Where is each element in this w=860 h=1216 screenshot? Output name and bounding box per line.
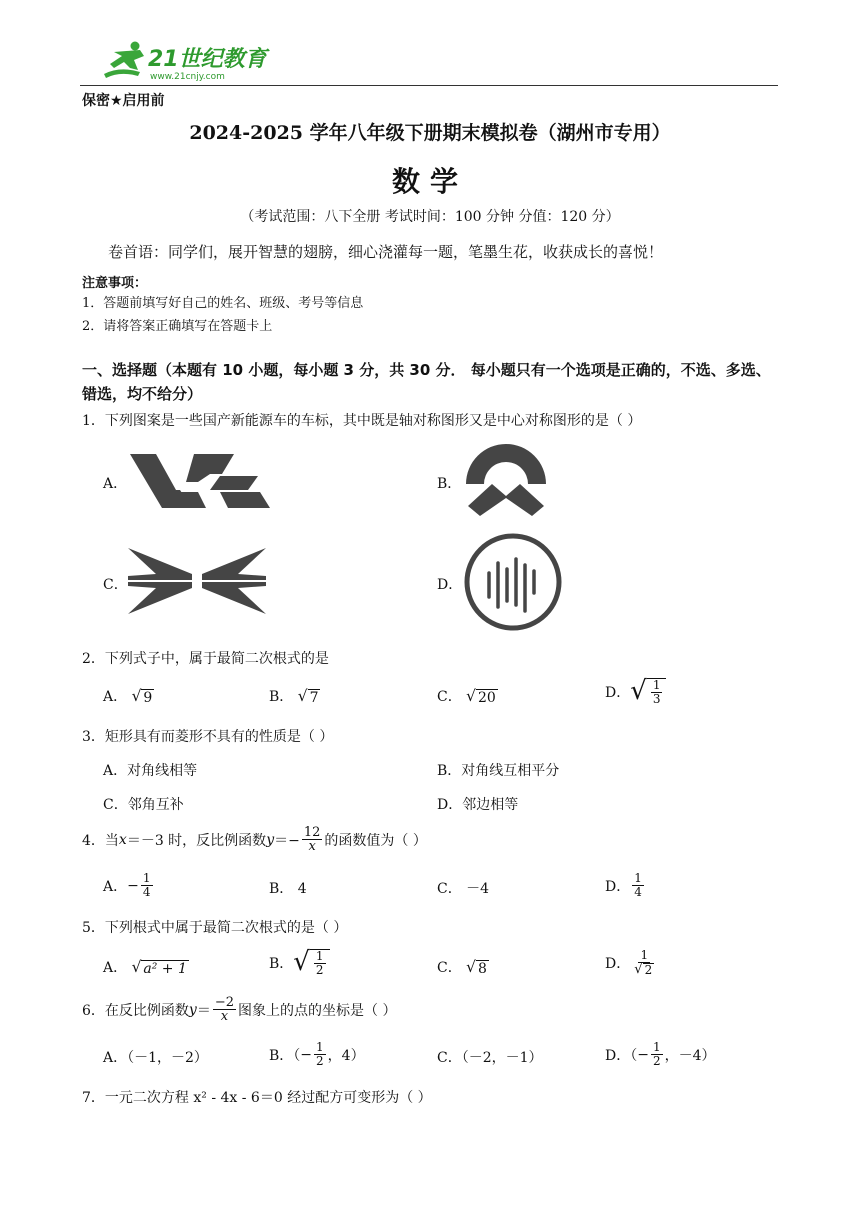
q5-c-label: C． xyxy=(437,960,462,976)
q6-var-y: y xyxy=(188,1001,197,1018)
q6-option-c[interactable]: C．（－2，－1） xyxy=(437,1050,543,1066)
car-logo-a-icon xyxy=(128,452,273,510)
q4-option-b[interactable] xyxy=(269,878,307,898)
radical-sign: √ 8 xyxy=(466,958,487,977)
q5-a-label: A． xyxy=(103,960,128,976)
radical-sign: √ 7 xyxy=(297,687,319,706)
question-6-stem xyxy=(82,996,396,1023)
question-2-stem: 2．下列式子中，属于最简二次根式的是 xyxy=(82,651,329,667)
q6-stem-a: 6．在反比例函数 xyxy=(82,1002,189,1019)
q1-option-a-label: A． xyxy=(103,476,128,492)
q4-frac-den: x xyxy=(308,839,316,854)
exam-title: 2024-2025 学年八年级下册期末模拟卷（湖州市专用） xyxy=(189,122,671,144)
q4-b-label: B． xyxy=(269,881,294,897)
q6-option-b[interactable] xyxy=(269,1041,365,1068)
q4-eq1: ＝－3 时，反比例函数 xyxy=(126,832,267,849)
q2-c-label: C． xyxy=(437,689,462,705)
q3-option-d[interactable]: D．邻边相等 xyxy=(437,797,519,813)
radical-sign: √ 9 xyxy=(131,687,153,706)
notes-title: 注意事项： xyxy=(82,276,148,291)
q5-option-c[interactable] xyxy=(437,957,489,977)
q6-d-den: 2 xyxy=(652,1054,661,1068)
q6-b-den: 2 xyxy=(316,1054,324,1068)
secret-label: 保密★启用前 xyxy=(82,93,165,109)
exam-scope: （考试范围：八下全册 考试时间：100 分钟 分值：120 分） xyxy=(240,209,620,225)
note-item-1: 1．答题前填写好自己的姓名、班级、考号等信息 xyxy=(82,296,364,311)
q6-option-a[interactable]: A．（－1，－2） xyxy=(103,1050,208,1066)
q4-a-label: A． xyxy=(103,878,128,895)
q3-option-b[interactable]: B．对角线互相平分 xyxy=(437,763,560,779)
note-item-2: 2．请将答案正确填写在答题卡上 xyxy=(82,319,273,334)
q3-option-c[interactable]: C．邻角互补 xyxy=(103,797,184,813)
q5-a-radicand: a² + 1 xyxy=(143,961,187,977)
q6-stem-b: 图象上的点的坐标是（ ） xyxy=(238,1002,397,1019)
q6-b-sign: − xyxy=(300,1046,313,1063)
q2-option-d[interactable] xyxy=(605,678,666,706)
q5-d-den-radicand: 2 xyxy=(644,963,653,977)
q4-b-value: 4 xyxy=(297,881,307,897)
radical-sign: √ 2 xyxy=(634,962,653,977)
motto: 卷首语：同学们，展开智慧的翅膀，细心浇灌每一题，笔墨生花，收获成长的喜悦！ xyxy=(108,243,664,261)
logo-url: www.21cnjy.com xyxy=(150,72,225,82)
q6-b-num: 1 xyxy=(316,1040,324,1054)
car-logo-c-icon xyxy=(126,546,268,616)
q5-b-num: 1 xyxy=(315,949,324,963)
q6-frac-den: x xyxy=(220,1009,229,1024)
q6-option-d[interactable] xyxy=(605,1041,716,1068)
q5-b-label: B． xyxy=(269,956,294,972)
q4-a-num: 1 xyxy=(142,871,151,885)
q4-var-x: x xyxy=(118,831,127,848)
q4-eq2: ＝− xyxy=(274,832,300,849)
header-rule xyxy=(80,85,778,86)
q6-frac-num: −2 xyxy=(214,995,235,1010)
car-logo-b-icon xyxy=(462,440,550,524)
q4-var-y: y xyxy=(266,831,275,848)
q4-d-num: 1 xyxy=(634,871,642,885)
q4-a-sign: − xyxy=(127,877,139,894)
q4-c-value: －4 xyxy=(466,881,490,897)
q1-option-b-label: B． xyxy=(437,476,462,492)
q4-a-den: 4 xyxy=(142,885,151,899)
q5-option-a[interactable] xyxy=(103,957,189,977)
q2-a-label: A． xyxy=(103,689,128,705)
q2-option-a[interactable] xyxy=(103,686,154,706)
q5-option-b[interactable] xyxy=(269,949,330,977)
radical-sign: √ $\frac{1}{2}$ xyxy=(293,949,329,977)
runner-icon xyxy=(104,42,144,79)
q2-a-radicand: 9 xyxy=(143,690,153,706)
site-logo xyxy=(100,38,270,84)
q4-option-c[interactable] xyxy=(437,878,489,898)
q6-eq: ＝ xyxy=(196,1002,211,1019)
q2-b-radicand: 7 xyxy=(309,690,319,706)
q5-b-den: 2 xyxy=(315,963,324,977)
q6-d-sign: − xyxy=(637,1046,649,1063)
q2-d-label: D． xyxy=(605,685,631,701)
section-heading: 一、选择题（本题有 10 小题，每小题 3 分，共 30 分． 每小题只有一个选项是正确的，不选、多选、错选，均不给分） xyxy=(82,361,771,403)
question-4-stem xyxy=(82,826,427,853)
q5-option-d[interactable] xyxy=(605,949,658,977)
q3-option-a[interactable]: A．对角线相等 xyxy=(103,763,198,779)
q1-option-c-label: C． xyxy=(103,577,128,593)
q4-option-a[interactable] xyxy=(103,872,155,899)
q4-c-label: C． xyxy=(437,881,462,897)
question-1-stem: 1．下列图案是一些国产新能源车的车标，其中既是轴对称图形又是中心对称图形的是（ ） xyxy=(82,413,642,429)
q6-d-num: 1 xyxy=(652,1040,661,1054)
q4-d-den: 4 xyxy=(634,885,642,899)
q4-d-label: D． xyxy=(605,878,631,895)
q2-c-radicand: 20 xyxy=(477,690,496,706)
q4-frac-num: 12 xyxy=(303,825,321,840)
q4-stem-b: 的函数值为（ ） xyxy=(324,832,427,849)
question-7-stem: 7．一元二次方程 x² - 4x - 6＝0 经过配方可变形为（ ） xyxy=(82,1090,432,1106)
q4-option-d[interactable] xyxy=(605,872,646,899)
q1-option-d-label: D． xyxy=(437,577,463,593)
q2-d-num: 1 xyxy=(652,678,661,692)
radical-sign: √ a² + 1 xyxy=(131,958,187,977)
radical-sign: √ $\frac{1}{3}$ xyxy=(630,678,666,706)
subject-title: 数学 xyxy=(391,165,468,198)
q5-d-label: D． xyxy=(605,956,631,972)
car-logo-d-icon xyxy=(462,531,564,633)
question-5-stem: 5．下列根式中属于最简二次根式的是（ ） xyxy=(82,920,348,936)
q6-d-tail: ，－4） xyxy=(664,1047,716,1064)
q5-c-radicand: 8 xyxy=(477,961,487,977)
logo-text: 21世纪教育 xyxy=(148,47,267,72)
q2-option-b[interactable] xyxy=(269,686,320,706)
q5-d-num: 1 xyxy=(640,948,649,962)
q4-stem-a: 4．当 xyxy=(82,832,119,849)
question-3-stem: 3．矩形具有而菱形不具有的性质是（ ） xyxy=(82,729,334,745)
q6-d-label: D．（ xyxy=(605,1047,638,1064)
q6-b-label: B．（ xyxy=(269,1047,301,1064)
q2-option-c[interactable] xyxy=(437,686,498,706)
radical-sign: √ 20 xyxy=(466,687,496,706)
q2-d-den: 3 xyxy=(652,692,661,706)
q2-b-label: B． xyxy=(269,689,294,705)
q6-b-tail: ，4） xyxy=(327,1047,365,1064)
